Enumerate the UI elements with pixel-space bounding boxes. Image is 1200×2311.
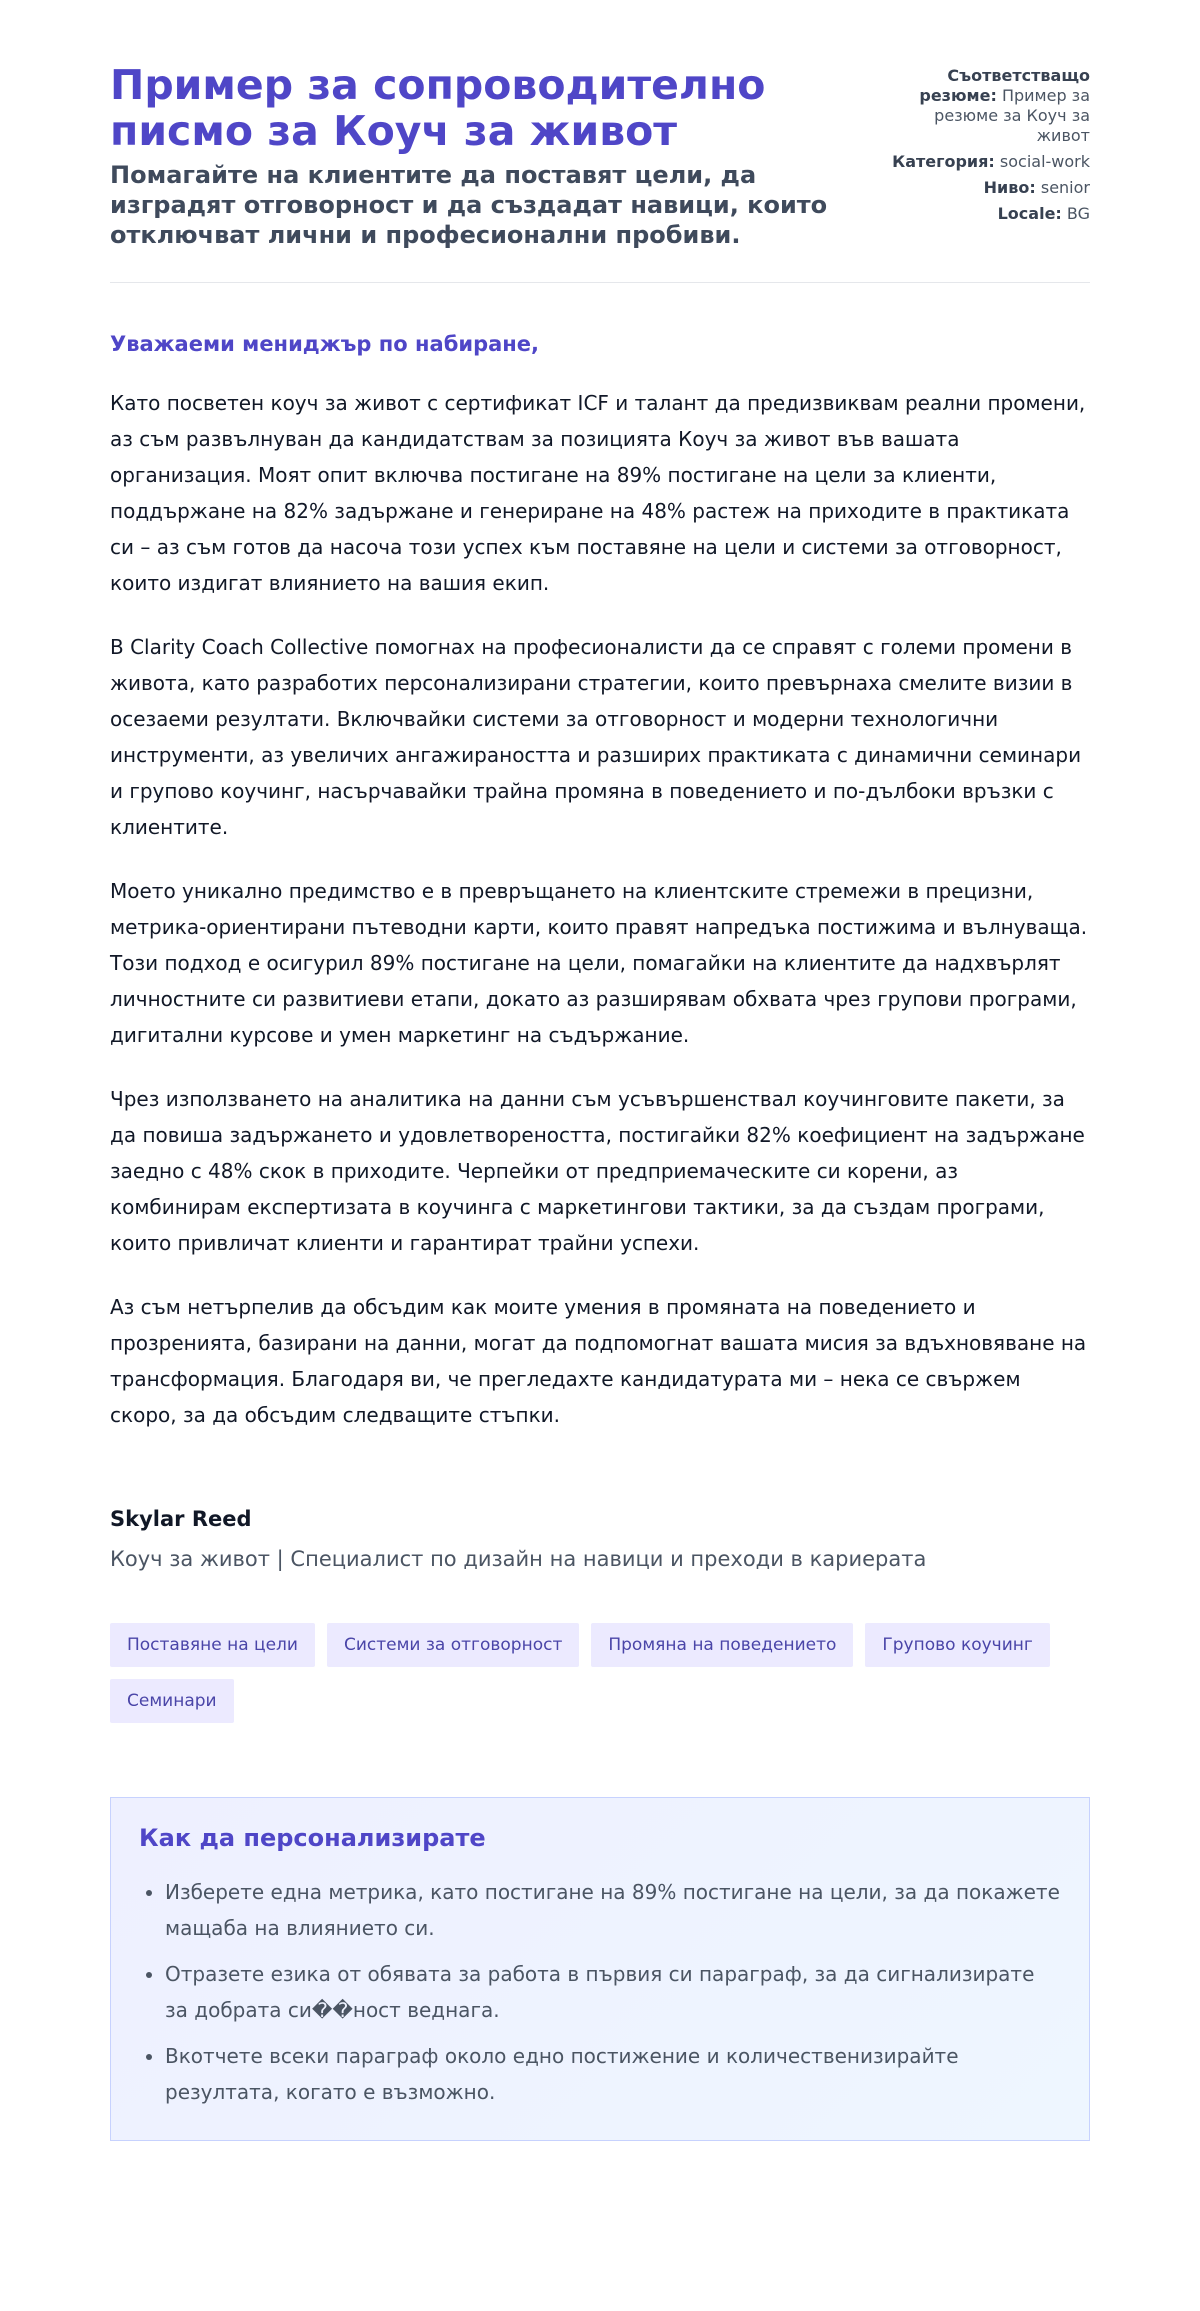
letter-paragraph-5: Аз съм нетърпелив да обсъдим как моите умения в промяната на поведението и прозренията, базирани на данни, могат да подпомогнат вашата мисия за вдъхновяване на трансформация. Благодаря ви, че прегледахте кандидатурата ми – нека се свържем скоро, за да обсъдим следващите стъпки. [110,1295,1087,1427]
tips-item-3: • Вкотчете всеки параграф около едно постижение и количественизирайте резултата, когато е възможно. [165,2038,1061,2110]
meta-panel [890,62,1090,230]
meta-category-key: Категория: [892,152,995,171]
salutation: Уважаеми мениджър по набиране, [110,332,540,356]
meta-category-value: social-work [999,152,1090,171]
signature-role: Коуч за живот | Специалист по дизайн на навици и преходи в кариерата [110,1547,927,1571]
meta-resume-value[interactable]: Пример за резюме за Коуч за живот [934,86,1090,145]
page-title: Пример за сопроводително писмо за Коуч за живот [110,61,766,155]
tag-goal-setting: Поставяне на цели [110,1623,315,1667]
header-titles [110,62,830,250]
meta-locale [890,204,1090,224]
header-divider [110,282,1090,283]
skill-tags [110,1623,1090,1723]
tag-accountability-systems: Системи за отговорност [327,1623,579,1667]
meta-locale-key: Locale: [997,204,1062,223]
letter-paragraph-1: Като посветен коуч за живот с сертификат ICF и талант да предизвиквам реални промени, аз съм развълнуван да кандидатствам за позицията Коуч за живот във вашата организация. Моят опит включва постигане на 89% постигане на цели за клиенти, поддържане на 82% задържане и генериране на 48% растеж на приходите в практиката си – аз съм готов да насоча този успех към поставяне на цели и системи за отговорност, които издигат влиянието на вашия екип. [110,391,1086,595]
page-header [110,62,1090,250]
tag-behavior-change: Промяна на поведението [591,1623,853,1667]
meta-locale-value: BG [1066,204,1090,223]
letter-body [110,331,1090,1433]
tag-seminars: Семинари [110,1679,234,1723]
meta-level-value: senior [1040,178,1090,197]
tips-title: Как да персонализирате [139,1824,486,1852]
cover-letter-page [110,0,1090,2141]
letter-paragraph-3: Моето уникално предимство е в превръщането на клиентските стремежи в прецизни, метрика-ориентирани пътеводни карти, които правят напредъка постижима и вълнуваща. Този подход е осигурил 89% постигане на цели, помагайки на клиентите да надхвърлят личностните си развитиеви етапи, докато аз разширявам обхвата чрез групови програми, дигитални курсове и умен маркетинг на съдържание. [110,879,1088,1047]
letter-paragraph-2: В Clarity Coach Collective помогнах на професионалисти да се справят с големи промени в живота, като разработих персонализирани стратегии, които превърнаха смелите визии в осезаеми резултати. Включвайки системи за отговорност и модерни технологични инструменти, аз увеличих ангажираността и разширих практиката с динамични семинари и групово коучинг, насърчавайки трайна промяна в поведението и по-дълбоки връзки с клиентите. [110,635,1082,839]
tips-item-1: • Изберете една метрика, като постигане на 89% постигане на цели, за да покажете мащаба на влиянието си. [165,1874,1061,1946]
signature-name: Skylar Reed [110,1507,252,1531]
tag-group-coaching: Групово коучинг [865,1623,1049,1667]
meta-level [890,178,1090,198]
meta-level-key: Ниво: [983,178,1036,197]
letter-paragraph-4: Чрез използването на аналитика на данни съм усъвършенствал коучинговите пакети, за да повиша задържането и удовлетвореността, постигайки 82% коефициент на задържане заедно с 48% скок в приходите. Черпейки от предприемаческите си корени, аз комбинирам експертизата в коучинга с маркетингови тактики, за да създам програми, които привличат клиенти и гарантират трайни успехи. [110,1087,1085,1255]
meta-resume [890,66,1090,146]
meta-resume-key: Съответстващо резюме: [919,66,1090,105]
meta-category [890,152,1090,172]
page-subtitle: Помагайте на клиентите да поставят цели, да изградят отговорност и да създадат навици, които отключват лични и професионални пробиви. [110,161,828,249]
tips-item-2: • Отразете езика от обявата за работа в първия си параграф, за да сигнализирате за добрата си��ност веднага. [165,1956,1061,2028]
tips-list [139,1874,1061,2110]
personalization-tips [110,1797,1090,2141]
